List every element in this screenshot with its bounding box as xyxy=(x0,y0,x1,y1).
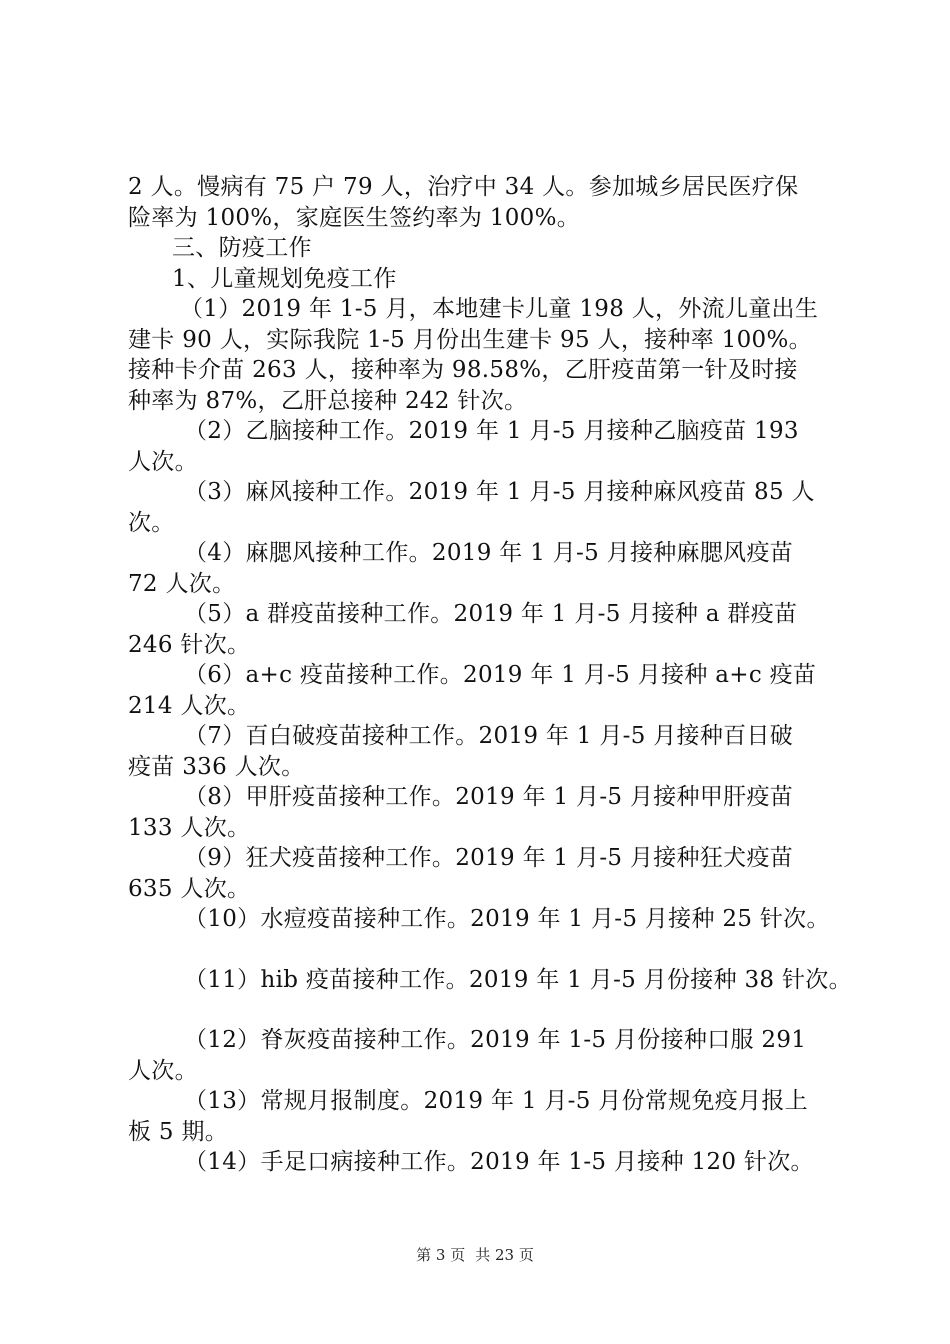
paragraph-line: 635 人次。 xyxy=(128,875,251,902)
paragraph-line: 建卡 90 人，实际我院 1-5 月份出生建卡 95 人，接种率 100%。 xyxy=(128,326,812,353)
list-item: （6）a+c 疫苗接种工作。2019 年 1 月-5 月接种 a+c 疫苗 xyxy=(184,662,817,688)
paragraph-line: 214 人次。 xyxy=(128,692,251,719)
list-item: （14）手足口病接种工作。2019 年 1-5 月接种 120 针次。 xyxy=(184,1149,814,1175)
list-item: （4）麻腮风接种工作。2019 年 1 月-5 月接种麻腮风疫苗 xyxy=(184,540,794,566)
list-item: （5）a 群疫苗接种工作。2019 年 1 月-5 月接种 a 群疫苗 xyxy=(184,601,798,627)
blank-line xyxy=(128,995,833,1025)
page-number: 第 3 页 xyxy=(416,1246,466,1264)
paragraph-line: 接种卡介苗 263 人，接种率为 98.58%，乙肝疫苗第一针及时接 xyxy=(128,357,798,383)
paragraph-line: 次。 xyxy=(128,509,175,536)
list-item: （2）乙脑接种工作。2019 年 1 月-5 月接种乙脑疫苗 193 xyxy=(184,418,799,444)
list-item: （10）水痘疫苗接种工作。2019 年 1 月-5 月接种 25 针次。 xyxy=(184,906,830,932)
paragraph-line: 种率为 87%，乙肝总接种 242 针次。 xyxy=(128,387,528,414)
page-footer xyxy=(0,1244,950,1265)
list-item: （9）狂犬疫苗接种工作。2019 年 1 月-5 月接种狂犬疫苗 xyxy=(184,845,794,871)
paragraph-line: 人次。 xyxy=(128,1057,198,1084)
list-item: （3）麻风接种工作。2019 年 1 月-5 月接种麻风疫苗 85 人 xyxy=(184,479,815,505)
paragraph-line: 133 人次。 xyxy=(128,814,251,841)
paragraph-line: 板 5 期。 xyxy=(128,1118,229,1145)
paragraph-line: 人次。 xyxy=(128,448,198,475)
paragraph-line: 246 针次。 xyxy=(128,631,251,658)
body-text xyxy=(128,172,852,1178)
list-item: （13）常规月报制度。2019 年 1 月-5 月份常规免疫月报上 xyxy=(184,1088,808,1114)
list-item: （1）2019 年 1-5 月，本地建卡儿童 198 人，外流儿童出生 xyxy=(180,296,819,322)
list-item: （8）甲肝疫苗接种工作。2019 年 1 月-5 月接种甲肝疫苗 xyxy=(184,784,794,810)
blank-line xyxy=(128,935,833,965)
list-item: （7）百白破疫苗接种工作。2019 年 1 月-5 月接种百日破 xyxy=(184,723,794,749)
list-item: （12）脊灰疫苗接种工作。2019 年 1-5 月份接种口服 291 xyxy=(184,1027,807,1053)
paragraph-line: 72 人次。 xyxy=(128,570,236,597)
paragraph-line: 险率为 100%，家庭医生签约率为 100%。 xyxy=(128,204,581,231)
section-heading: 三、防疫工作 xyxy=(172,235,312,261)
subsection-heading: 1、儿童规划免疫工作 xyxy=(172,265,397,292)
paragraph-line: 疫苗 336 人次。 xyxy=(128,753,305,780)
list-item: （11）hib 疫苗接种工作。2019 年 1 月-5 月份接种 38 针次。 xyxy=(184,966,852,993)
paragraph-line: 2 人。慢病有 75 户 79 人，治疗中 34 人。参加城乡居民医疗保 xyxy=(128,174,799,200)
page-total: 共 23 页 xyxy=(475,1246,534,1264)
